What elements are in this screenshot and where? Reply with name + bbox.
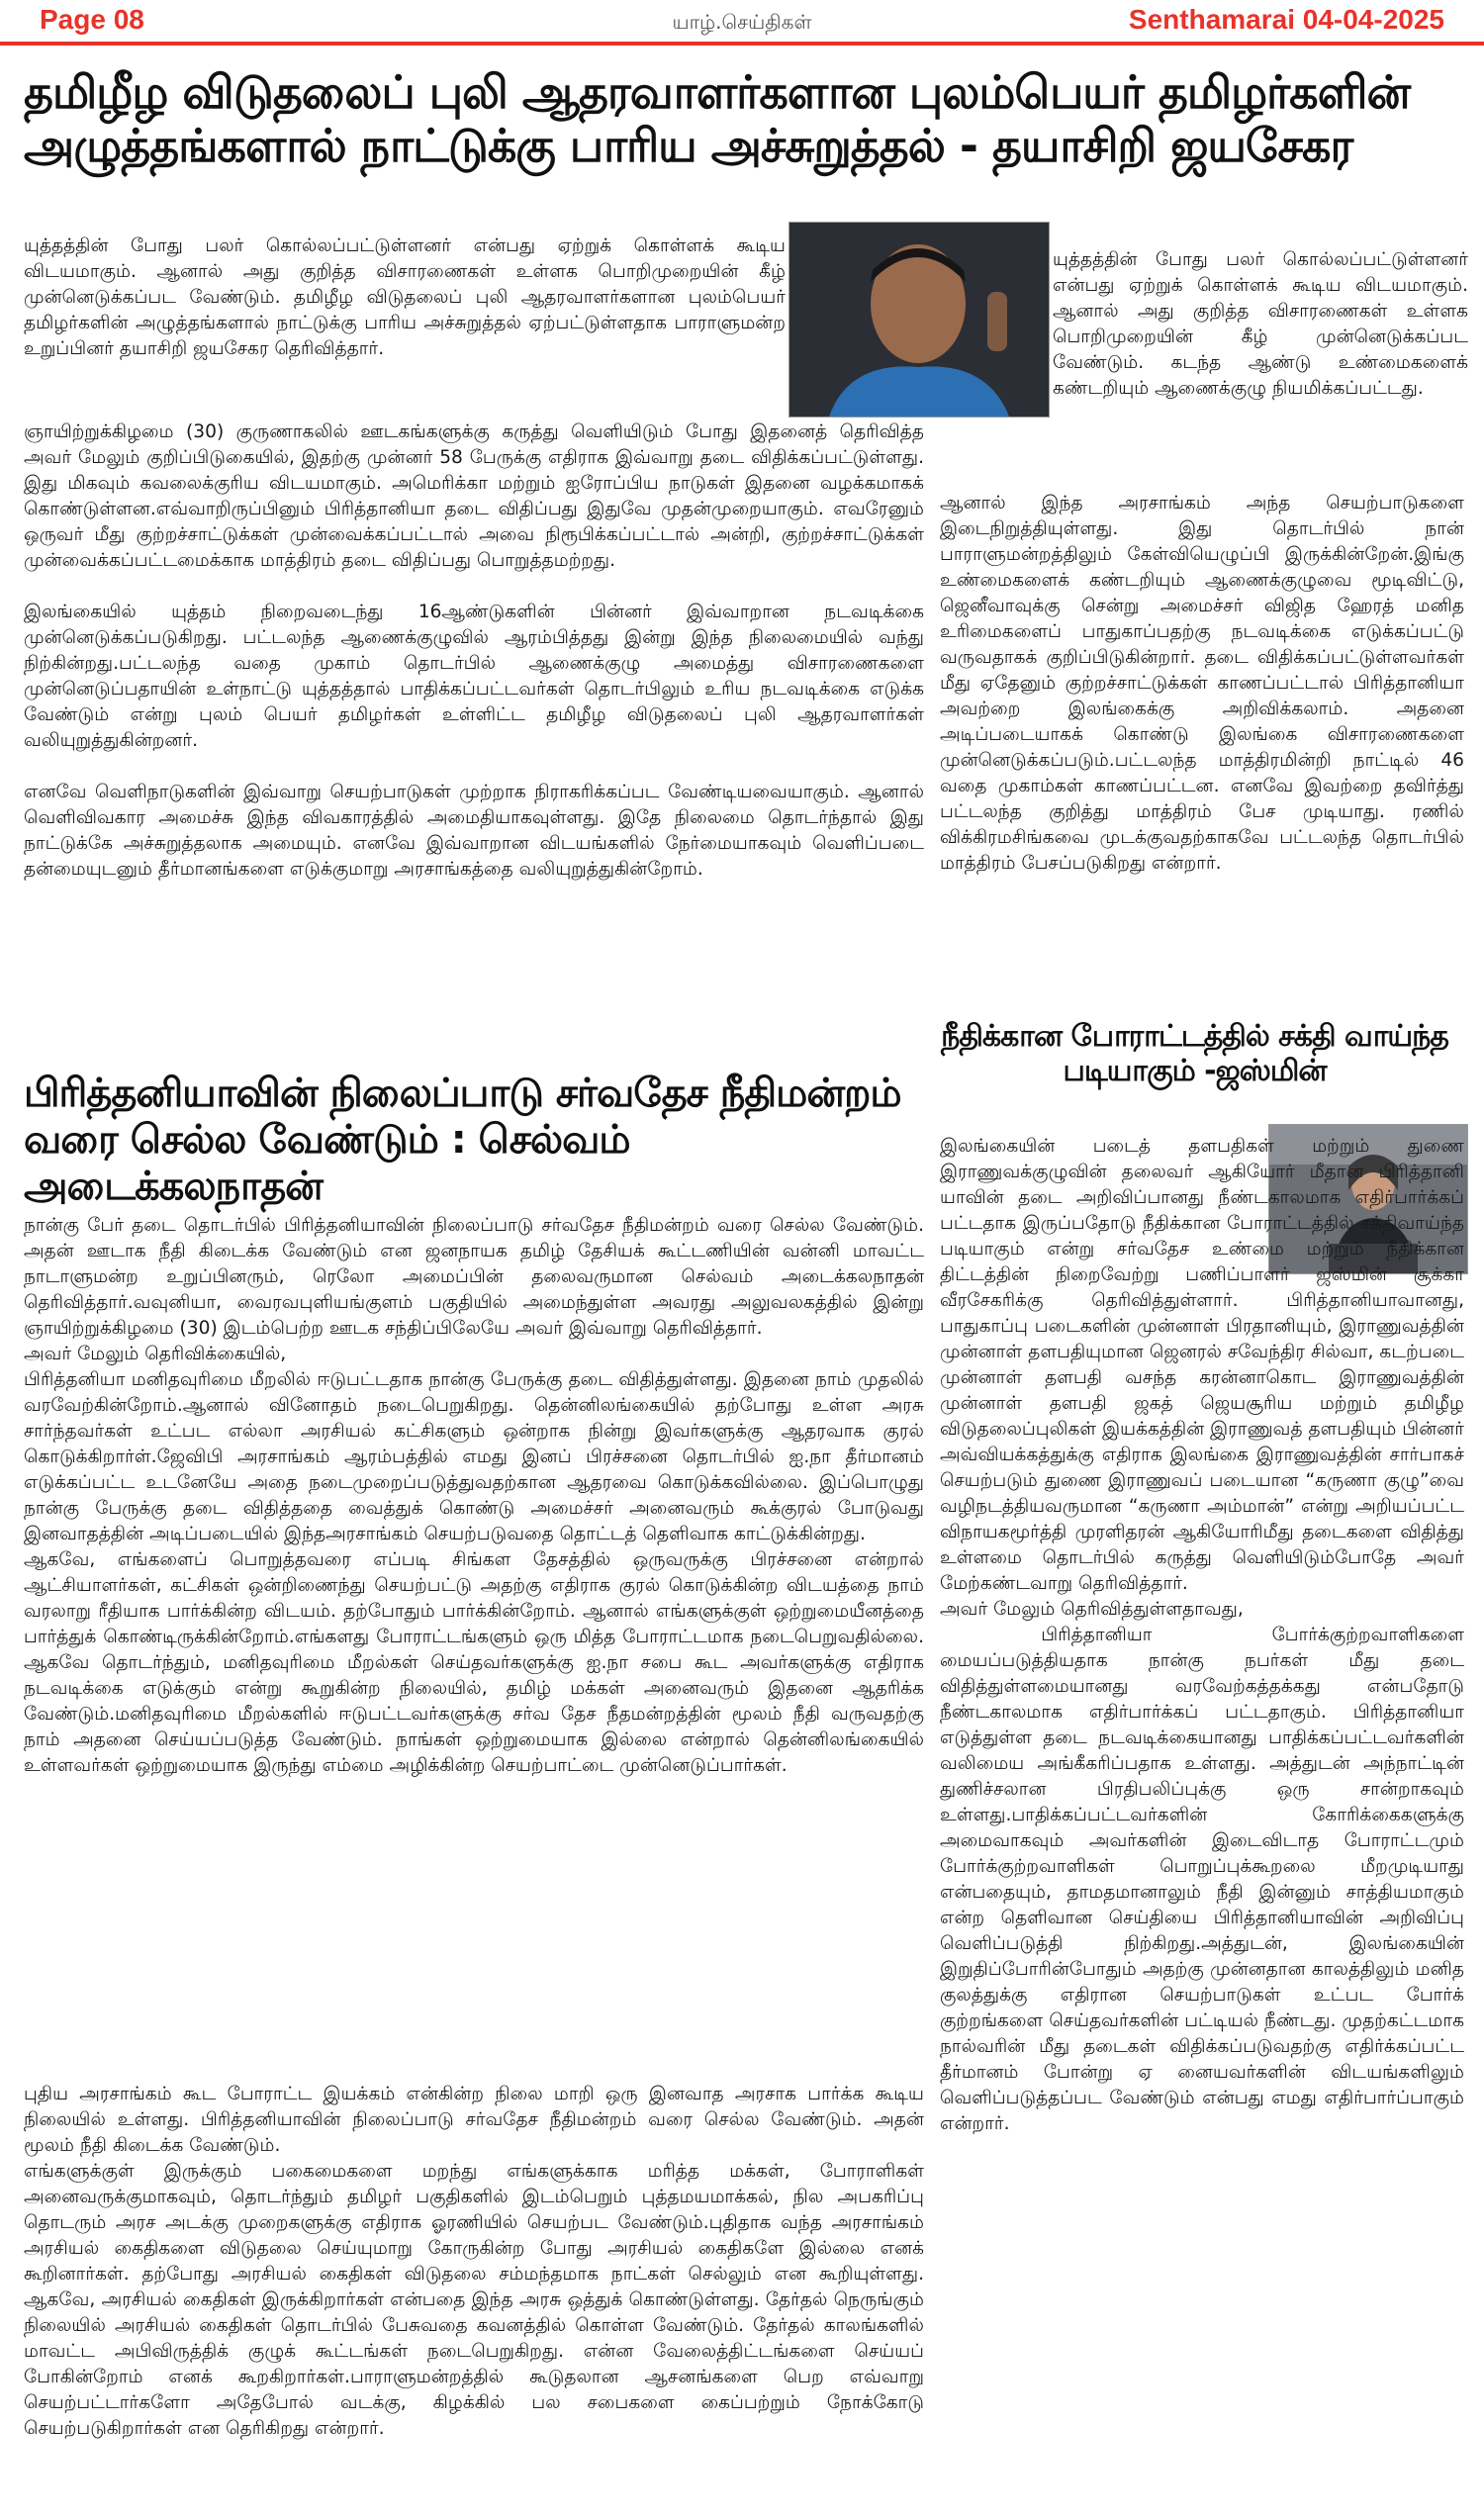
article2-paragraph: புதிய அரசாங்கம் கூட போராட்ட இயக்கம் என்கின்ற நிலை மாறி ஒரு இனவாத அரசாக பார்க்க கூடிய நிலையில் உள்ளது. பிரித்தனியாவின் நிலைப்பாடு சர்வதேச நீதிமன்றம் வரை செல்ல வேண்டும். அதன் மூலம் நீதி கிடைக்க வேண்டும். xyxy=(24,2084,924,2156)
article2-paragraph: அவர் மேலும் தெரிவிக்கையில், xyxy=(24,1344,287,1364)
article1-paragraph: இலங்கையில் யுத்தம் நிறைவடைந்து 16ஆண்டுகளின் பின்னர் இவ்வாறான நடவடிக்கை முன்னெடுக்கப்படுகிறது. பட்டலந்த ஆணைக்குழுவில் ஆரம்பித்தது இன்று இந்த நிலைமையில் வந்து நிற்கின்றது.பட்டலந்த வதை முகாம் தொடர்பில் ஆணைக்குழு அமைத்து விசாரணைகளை முன்னெடுப்பதாயின் உள்நாட்டு யுத்தத்தால் பாதிக்கப்பட்டவர்கள் தொடர்பிலும் உரிய நடவடிக்கை எடுக்க வேண்டும் என்று புலம் பெயர் தமிழர்கள் உள்ளிட்ட தமிழீழ விடுதலைப் புலி ஆதரவாளர்கள் வலியுறுத்துகின்றனர். xyxy=(24,602,924,751)
article2-headline: பிரித்தனியாவின் நிலைப்பாடு சர்வதேச நீதிமன்றம் வரை செல்ல வேண்டும் : செல்வம் அடைக்கலநாதன் xyxy=(24,1071,901,1210)
article3-headline: நீதிக்கான போராட்டத்தில் சக்தி வாய்ந்த படியாகும் -ஜஸ்மின் xyxy=(941,1019,1448,1089)
portrait-illustration xyxy=(789,223,1049,417)
site-name: யாழ்.செய்திகள் xyxy=(672,10,812,34)
article1-headline: தமிழீழ விடுதலைப் புலி ஆதரவாளர்களான புலம்பெயர் தமிழர்களின் அழுத்தங்களால் நாட்டுக்கு பாரிய அச்சுறுத்தல் - தயாசிறி ஜயசேகர xyxy=(24,65,1411,173)
article2-body-continued xyxy=(24,2082,924,2442)
article1-body xyxy=(24,420,924,908)
paper-date: Senthamarai 04-04-2025 xyxy=(1128,4,1444,35)
article3-paragraph: அவர் மேலும் தெரிவித்துள்ளதாவது, xyxy=(940,1599,1244,1620)
article2-paragraph: எங்களுக்குள் இருக்கும் பகைமைகளை மறந்து எங்களுக்காக மரித்த மக்கள், போராளிகள் அனைவருக்குமாகவும், தொடர்ந்தும் தமிழர் பகுதிகளில் இடம்பெறும் புத்தமயமாக்கல், நில அபகரிப்பு தொடரும் அரச அடக்கு முறைகளுக்கு எதிராக ஓரணியில் செயற்பட வேண்டும்.புதிதாக வந்த அரசாங்கம் அரசியல் கைதிகளை விடுதலை செய்யுமாறு கோருகின்ற போது அரசியல் கைதிகளே இல்லை எனக் கூறினார்கள். தற்போது அரசியல் கைதிகள் விடுதலை சம்மந்தமாக நாட்கள் செல்லும் என கூறியுள்ளது. ஆகவே, அரசியல் கைதிகள் இருக்கிறார்கள் என்பதை இந்த அரசு ஒத்துக் கொண்டுள்ளது. தேர்தல் நெருங்கும் நிலையில் அரசியல் கைதிகள் தொடர்பில் பேசுவதை கவனத்தில் கொள்ள வேண்டும். தேர்தல் காலங்களில் மாவட்ட அபிவிருத்திக் குழுக் கூட்டங்கள் நடைபெறுகிறது. என்ன வேலைத்திட்டங்களை செய்யப் போகின்றோம் எனக் கூறகிறார்கள்.பாராளுமன்றத்தில் கூடுதலான ஆசனங்களை பெற எவ்வாறு செயற்பட்டார்களோ அதேபோல் வடக்கு, கிழக்கில் பல சபைகளை கைப்பற்றும் நோக்கோடு செயற்படுகிறார்கள் என தெரிகிறது என்றார். xyxy=(24,2161,924,2439)
article2-body xyxy=(24,1213,924,1805)
article2-paragraph: நான்கு பேர் தடை தொடர்பில் பிரித்தனியாவின் நிலைப்பாடு சர்வதேச நீதிமன்றம் வரை செல்ல வேண்டும். அதன் ஊடாக நீதி கிடைக்க வேண்டும் என ஜனநாயக தமிழ் தேசியக் கூட்டணியின் வன்னி மாவட்ட நாடாளுமன்ற உறுப்பினரும், ரெலோ அமைப்பின் தலைவருமான செல்வம் அடைக்கலநாதன் தெரிவித்தார்.வவுனியா, வைரவபுளியங்குளம் பகுதியில் அமைந்துள்ள அவரது அலுவலகத்தில் இன்று ஞாயிற்றுக்கிழமை (30) இடம்பெற்ற ஊடக சந்திப்பிலேயே அவர் இவ்வாறு தெரிவித்தார். xyxy=(24,1215,924,1339)
article1-paragraph: எனவே வெளிநாடுகளின் இவ்வாறு செயற்பாடுகள் முற்றாக நிராகரிக்கப்பட வேண்டியவையாகும். ஆனால் வெளிவிவகார அமைச்சு இந்த விவகாரத்தில் அமைதியாகவுள்ளது. இதே நிலைமை தொடர்ந்தால் இது நாட்டுக்கே அச்சுறுத்தலாக அமையும். எனவே இவ்வாறான விடயங்களில் நேர்மையாகவும் வெளிப்படை தன்மையுடனும் தீர்மானங்களை எடுக்குமாறு அரசாங்கத்தை வலியுறுத்துகின்றோம். xyxy=(24,782,924,880)
article1-right-column xyxy=(940,491,1464,877)
article1-right-paragraph: ஆனால் இந்த அரசாங்கம் அந்த செயற்பாடுகளை இடைநிறுத்தியுள்ளது. இது தொடர்பில் நான் பாராளுமன்றத்திலும் கேள்வியெழுப்பி இருக்கின்றேன்.இங்கு உண்மைகளைக் கண்டறியும் ஆணைக்குழுவை மூடிவிட்டு, ஜெனீவாவுக்கு சென்று அமைச்சர் விஜித ஹேரத் மனித உரிமைகளைப் பாதுகாப்பதற்கு நடவடிக்கை எடுக்கப்பட்டு வருவதாகக் குறிப்பிடுகின்றார். தடை விதிக்கப்பட்டுள்ளவர்கள் மீது ஏதேனும் குற்றச்சாட்டுக்கள் காணப்பட்டால் பிரித்தானியா அவற்றை இலங்கைக்கு அறிவிக்கலாம். அதனை அடிப்படையாகக் கொண்டு இலங்கை விசாரணைகளை முன்னெடுக்கப்படும்.பட்டலந்த மாத்திரமின்றி நாட்டில் 46 வதை முகாம்கள் காணப்பட்டன. எனவே இவற்றை தவிர்த்து பட்டலந்த குறித்து மாத்திரம் பேச முடியாது. ரணில் விக்கிரமசிங்கவை முடக்குவதற்காகவே பட்டலந்த தொடர்பில் மாத்திரம் பேசப்படுகிறது என்றார். xyxy=(940,493,1464,874)
masthead xyxy=(0,0,1484,46)
article2-paragraph: ஆகவே, எங்களைப் பொறுத்தவரை எப்படி சிங்கள தேசத்தில் ஒருவருக்கு பிரச்சனை என்றால் ஆட்சியாளர்கள், கட்சிகள் ஒன்றிணைந்து செயற்பட்டு அதற்கு எதிராக குரல் கொடுக்கின்ற விடயத்தை நாம் வரலாறு ரீதியாக பார்க்கின்ற விடயம். தற்போதும் பார்க்கின்றோம். ஆனால் எங்களுக்குள் ஒற்றுமையீனத்தை பார்த்துக் கொண்டிருக்கின்றோம்.எங்களது போராட்டங்களும் ஒரு மித்த போராட்டமாக நடைபெறுவதில்லை. ஆகவே தொடர்ந்தும், மனிதவுரிமை மீறல்கள் செய்தவர்களுக்கு ஐ.நா சபை கூட அவர்களுக்கு எதிராக நடவடிக்கை எடுக்கும் என்று கூறுகின்ற நிலையில், தமிழ் மக்கள் அனைவரும் இதனை ஆதரிக்க வேண்டும்.மனிதவுரிமை மீறல்களில் ஈடுபட்டவர்களுக்கு சர்வ தேச நீதமன்றத்தின் மூலம் நீதி வருவதற்கு நாம் அதனை செய்யப்படுத்த வேண்டும். நாங்கள் ஒற்றுமையாக இல்லை என்றால் தென்னிலங்கையில் உள்ளவர்கள் ஒற்றுமையாக இருந்து எம்மை அழிக்கின்ற செயற்பாட்டை முன்னெடுப்பார்கள். xyxy=(24,1549,925,1776)
page-number: Page 08 xyxy=(40,4,144,35)
article3-paragraph: பிரித்தானியா போர்க்குற்றவாளிகளை மையப்படுத்தியதாக நான்கு நபர்கள் மீது தடை விதித்துள்ளமையானது வரவேற்கத்தக்கது என்பதோடு நீண்டகாலமாக எதிர்பார்க்கப் பட்டதாகும். பிரித்தானியா எடுத்துள்ள தடை நடவடிக்கையானது பாதிக்கப்பட்டவர்களின் வலிமைய அங்கீகரிப்பதாக உள்ளது. அத்துடன் அந்நாட்டின் துணிச்சலான பிரதிபலிப்புக்கு ஒரு சான்றாகவும் உள்ளது.பாதிக்கப்பட்டவர்களின் கோரிக்கைகளுக்கு அமைவாகவும் அவர்களின் இடைவிடாத போராட்டமும் போர்க்குற்றவாளிகள் பொறுப்புக்கூறலை மீறமுடியாது என்பதையும், தாமதமானாலும் நீதி இன்னும் சாத்தியமாகும் என்ற தெளிவான செய்தியை பிரித்தானியாவின் அறிவிப்பு வெளிப்படுத்தி நிற்கிறது.அத்துடன், இலங்கையின் இறுதிப்போரின்போதும் அதற்கு முன்னதான காலத்திலும் மனித குலத்துக்கு எதிரான செயற்பாடுகள் உட்பட போர்க் குற்றங்களை செய்தவர்களின் பட்டியல் நீண்டது. முதற்கட்டமாக நால்வரின் மீது தடைகள் விதிக்கப்படுவதற்கு எதிர்க்கப்பட்ட தீர்மானம் போன்று ஏ னையவர்களின் விடயங்களிலும் வெளிப்படுத்தப்பட வேண்டும் என்பது எமது எதிர்பார்ப்பாகும் என்றார். xyxy=(940,1625,1464,2134)
article1-intro-right-paragraph: யுத்தத்தின் போது பலர் கொல்லப்பட்டுள்ளனர் என்பது ஏற்றுக் கொள்ளக் கூடிய விடயமாகும். ஆனால் அது குறித்த விசாரணைகள் உள்ளக பொறிமுறையின் கீழ் முன்னெடுக்கப்பட வேண்டும். கடந்த ஆண்டு உண்மைகளைக் கண்டறியும் ஆணைக்குழு நியமிக்கப்பட்டது. xyxy=(1053,249,1468,399)
article3-body xyxy=(940,1134,1464,2137)
article1-paragraph: ஞாயிற்றுக்கிழமை (30) குருணாகலில் ஊடகங்களுக்கு கருத்து வெளியிடும் போது இதனைத் தெரிவித்த அவர் மேலும் குறிப்பிடுகையில், இதற்கு முன்னர் 58 பேருக்கு எதிராக இவ்வாறு தடை விதிக்கப்பட்டுள்ளது. இது மிகவும் கவலைக்குரிய விடயமாகும். அமெரிக்கா மற்றும் ஐரோப்பிய நாடுகள் இதனை வழக்கமாகக் கொண்டுள்ளன.எவ்வாறிருப்பினும் பிரித்தானியா தடை விதிப்பது இதுவே முதன்முறையாகும். எவரேனும் ஒருவர் மீது குற்றச்சாட்டுக்கள் முன்வைக்கப்பட்டால் அவை நிரூபிக்கப்பட்டால் அன்றி, குற்றச்சாட்டுக்கள் முன்வைக்கப்பட்டமைக்காக மாத்திரம் தடை விதிப்பது பொறுத்தமற்றது. xyxy=(24,421,924,571)
article1-intro-right xyxy=(1053,247,1468,402)
article1-photo xyxy=(788,222,1050,418)
article2-paragraph: பிரித்தனியா மனிதவுரிமை மீறலில் ஈடுபட்டதாக நான்கு பேருக்கு தடை விதித்துள்ளது. இதனை நாம் முதலில் வரவேற்கின்றோம்.ஆனால் வினோதம் நடைபெறுகிறது. தென்னிலங்கையில் தற்போது உள்ள அரசு சார்ந்தவர்கள் உட்பட எல்லா அரசியல் கட்சிகளும் ஒன்றாக நின்று இவர்களுக்கு ஆதரவாக குரல் கொடுக்கிறார்ள்.ஜேவிபி அரசாங்கம் ஆரம்பத்தில் எமது இனப் பிரச்சனை தொடர்பில் ஐ.நா தீர்மானம் எடுக்கப்பட்ட உடனேயே அதை நடைமுறைப்படுத்துவதற்கான ஆதரவை கொடுக்கவில்லை. இப்பொழுது நான்கு பேருக்கு தடை விதித்ததை வைத்துக் கொண்டு அமைச்சர் அனைவரும் கூக்குரல் போடுவது இனவாதத்தின் அடிப்படையில் இந்தஅரசாங்கம் செயற்படுவதை தொட்டத் தெளிவாக காட்டுக்கின்றது. xyxy=(24,1369,924,1544)
article1-intro-left xyxy=(24,233,786,362)
article1-intro-paragraph: யுத்தத்தின் போது பலர் கொல்லப்பட்டுள்ளனர் என்பது ஏற்றுக் கொள்ளக் கூடிய விடயமாகும். ஆனால் அது குறித்த விசாரணைகள் உள்ளக பொறிமுறையின் கீழ் முன்னெடுக்கப்பட வேண்டும். தமிழீழ விடுதலைப் புலி ஆதரவாளர்களான புலம்பெயர் தமிழர்களின் அழுத்தங்களால் நாட்டுக்கு பாரிய அச்சுறுத்தல் ஏற்பட்டுள்ளதாக பாராளுமன்ற உறுப்பினர் தயாசிறி ஜயசேகர தெரிவித்தார். xyxy=(24,235,786,359)
article3-paragraph: இலங்கையின் படைத் தளபதிகள் மற்றும் துணை இராணுவக்குழுவின் தலைவர் ஆகியோர் மீதான பிரித்தானி யாவின் தடை அறிவிப்பானது நீண்டகாலமாக எதிர்பார்க்கப் பட்டதாக இருப்பதோடு நீதிக்கான போராட்டத்தில் சக்திவாய்ந்த படியாகும் என்று சர்வதேச உண்மை மற்றும் நீதிக்கான திட்டத்தின் நிறைவேற்று பணிப்பாளர் ஜஸ்மின் சூக்கா வீரசேகரிக்கு தெரிவித்துள்ளார். பிரித்தானியாவானது, பாதுகாப்பு படைகளின் முன்னாள் பிரதானியும், இராணுவத்தின் முன்னாள் தளபதியுமான ஜெனரல் சவேந்திர சில்வா, கடற்படை முன்னாள் தளபதி வசந்த கரன்னாகொட இராணுவத்தின் முன்னாள் தளபதி ஜகத் ஜெயசூரிய மற்றும் தமிழீழ விடுதலைப்புலிகள் இயக்கத்தின் இராணுவத் தளபதியும் பின்னர் அவ்வியக்கத்துக்கு எதிராக இலங்கை இராணுவத்தின் சார்பாகச் செயற்படும் துணை இராணுவப் படையான “கருணா குழு”வை வழிநடத்தியவருமான “கருணா அம்மான்” என்று அறியப்பட்ட விநாயகமூர்த்தி முரளிதரன் ஆகியோரிமீது தடைகளை விதித்து உள்ளமை தொடர்பில் கருத்து வெளியிடும்போதே அவர் மேற்கண்டவாறு தெரிவித்தார். xyxy=(940,1136,1465,1594)
